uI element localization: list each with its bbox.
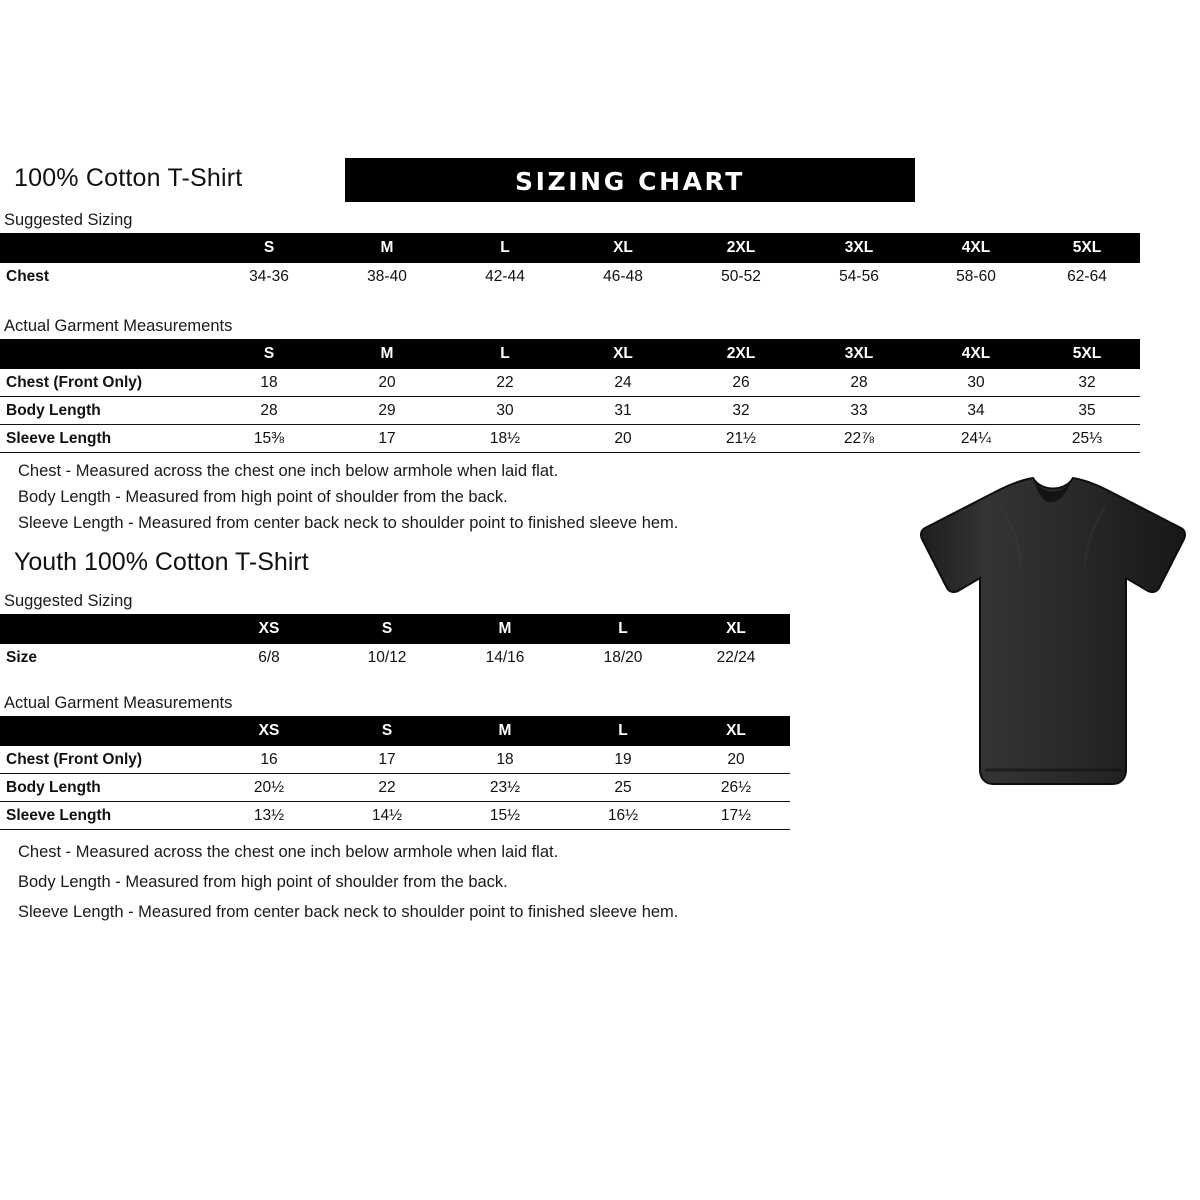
cell: 17 (378, 429, 396, 447)
sizing-chart-banner (345, 158, 915, 202)
column-header: 4XL (918, 233, 1034, 263)
column-header: XL (682, 614, 790, 644)
row-label: Body Length (6, 401, 101, 419)
cell: 10/12 (367, 648, 407, 666)
adult-actual-caption: Actual Garment Measurements (4, 317, 233, 335)
cell: 50-52 (721, 267, 761, 285)
cell: 33 (850, 401, 868, 419)
product-image (893, 470, 1193, 810)
table-row (0, 746, 790, 774)
cell: 34 (967, 401, 985, 419)
column-header: S (210, 233, 328, 263)
youth-actual-table (0, 716, 790, 830)
youth-note-body-length: Body Length - Measured from high point of shoulder from the back. (18, 873, 508, 891)
cell: 38-40 (367, 267, 407, 285)
cell: 20 (614, 429, 632, 447)
column-header: XS (210, 716, 328, 746)
cell: 18 (496, 750, 514, 768)
table-row (0, 369, 1140, 397)
adult-suggested-table (0, 233, 1140, 290)
column-header (0, 716, 210, 746)
column-header: 5XL (1034, 233, 1140, 263)
column-header: L (564, 614, 682, 644)
column-header: 5XL (1034, 339, 1140, 369)
adult-actual-table (0, 339, 1140, 453)
cell: 25⅓ (1071, 429, 1103, 447)
column-header: XS (210, 614, 328, 644)
column-header: 2XL (682, 233, 800, 263)
cell: 22/24 (716, 648, 756, 666)
cell: 14½ (371, 806, 403, 824)
row-label: Sleeve Length (6, 806, 112, 824)
cell: 22 (378, 778, 396, 796)
black-t-shirt-icon (893, 470, 1193, 810)
cell: 30 (496, 401, 514, 419)
cell: 32 (1078, 373, 1096, 391)
cell: 23½ (489, 778, 521, 796)
row-label: Chest (Front Only) (6, 373, 143, 391)
cell: 58-60 (956, 267, 996, 285)
cell: 19 (614, 750, 632, 768)
table-row (0, 425, 1140, 453)
column-header (0, 339, 210, 369)
youth-section-title: Youth 100% Cotton T-Shirt (14, 548, 309, 576)
cell: 34-36 (249, 267, 289, 285)
youth-suggested-table (0, 614, 790, 671)
youth-actual-caption: Actual Garment Measurements (4, 694, 233, 712)
column-header: M (446, 716, 564, 746)
cell: 15⅜ (253, 429, 285, 447)
cell: 28 (850, 373, 868, 391)
table-row (0, 263, 1140, 290)
column-header: L (564, 716, 682, 746)
cell: 18/20 (603, 648, 643, 666)
cell: 29 (378, 401, 396, 419)
cell: 16 (260, 750, 278, 768)
column-header (0, 233, 210, 263)
cell: 22 (496, 373, 514, 391)
column-header: M (446, 614, 564, 644)
column-header: XL (564, 233, 682, 263)
youth-suggested-caption: Suggested Sizing (4, 592, 133, 610)
adult-note-chest: Chest - Measured across the chest one inch below armhole when laid flat. (18, 462, 559, 480)
cell: 35 (1078, 401, 1096, 419)
cell: 20 (727, 750, 745, 768)
column-header: XL (682, 716, 790, 746)
cell: 25 (614, 778, 632, 796)
header-row (10, 158, 1190, 204)
adult-section-title: 100% Cotton T-Shirt (14, 164, 243, 192)
cell: 16½ (607, 806, 639, 824)
table-row (0, 397, 1140, 425)
cell: 18 (260, 373, 278, 391)
column-header: S (328, 614, 446, 644)
row-label: Chest (6, 267, 50, 285)
table-row (0, 644, 790, 671)
table-row (0, 802, 790, 830)
cell: 42-44 (485, 267, 525, 285)
cell: 20 (378, 373, 396, 391)
cell: 24¼ (960, 429, 992, 447)
column-header: S (328, 716, 446, 746)
column-header: XL (564, 339, 682, 369)
column-header: 2XL (682, 339, 800, 369)
row-label: Sleeve Length (6, 429, 112, 447)
cell: 21½ (725, 429, 757, 447)
table-header-row (0, 614, 790, 644)
column-header (0, 614, 210, 644)
table-header-row (0, 716, 790, 746)
cell: 14/16 (485, 648, 525, 666)
column-header: M (328, 339, 446, 369)
cell: 6/8 (258, 648, 280, 666)
cell: 24 (614, 373, 632, 391)
row-label: Size (6, 648, 38, 666)
column-header: L (446, 233, 564, 263)
cell: 26 (732, 373, 750, 391)
column-header: M (328, 233, 446, 263)
cell: 62-64 (1067, 267, 1107, 285)
cell: 26½ (720, 778, 752, 796)
cell: 30 (967, 373, 985, 391)
cell: 54-56 (839, 267, 879, 285)
cell: 17½ (720, 806, 752, 824)
cell: 13½ (253, 806, 285, 824)
table-row (0, 774, 790, 802)
cell: 46-48 (603, 267, 643, 285)
cell: 15½ (489, 806, 521, 824)
cell: 31 (614, 401, 632, 419)
row-label: Body Length (6, 778, 101, 796)
column-header: L (446, 339, 564, 369)
cell: 28 (260, 401, 278, 419)
sizing-chart-banner-label: SIZING CHART (515, 167, 745, 196)
adult-suggested-caption: Suggested Sizing (4, 211, 133, 229)
row-label: Chest (Front Only) (6, 750, 143, 768)
youth-note-sleeve-length: Sleeve Length - Measured from center back neck to shoulder point to finished sleeve hem. (18, 903, 679, 921)
column-header: S (210, 339, 328, 369)
cell: 20½ (253, 778, 285, 796)
column-header: 3XL (800, 339, 918, 369)
cell: 17 (378, 750, 396, 768)
table-header-row (0, 233, 1140, 263)
column-header: 4XL (918, 339, 1034, 369)
youth-note-chest: Chest - Measured across the chest one inch below armhole when laid flat. (18, 843, 559, 861)
cell: 18½ (489, 429, 521, 447)
table-header-row (0, 339, 1140, 369)
adult-note-sleeve-length: Sleeve Length - Measured from center back neck to shoulder point to finished sleeve hem. (18, 514, 679, 532)
cell: 22⅞ (843, 429, 875, 447)
column-header: 3XL (800, 233, 918, 263)
adult-note-body-length: Body Length - Measured from high point of shoulder from the back. (18, 488, 508, 506)
cell: 32 (732, 401, 750, 419)
